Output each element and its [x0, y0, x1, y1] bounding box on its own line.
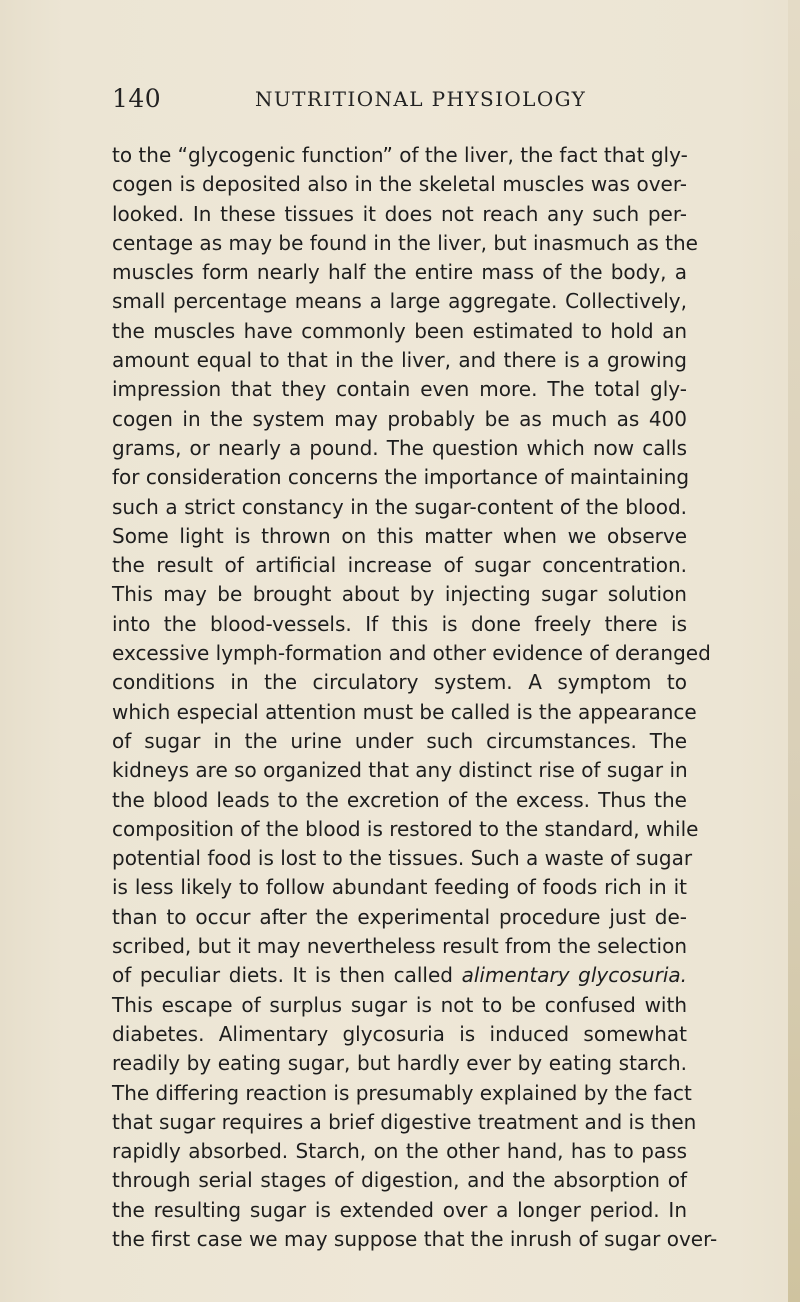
text-line: impression that they contain even more. The total gly- [112, 377, 687, 402]
text-line: than to occur after the experimental procedure just de- [112, 904, 687, 929]
text-line: the muscles have commonly been estimated to hold an [112, 318, 687, 343]
text-line: The differing reaction is presumably explained by the fact [112, 1080, 692, 1105]
page-number: 140 [112, 84, 162, 113]
text-line: centage as may be found in the liver, but inasmuch as the [112, 230, 698, 255]
text-line: amount equal to that in the liver, and there is a growing [112, 348, 687, 373]
page-header [112, 84, 712, 120]
text-line: composition of the blood is restored to the standard, while [112, 816, 699, 841]
page-edge-discoloration [788, 0, 800, 1302]
text-line: through serial stages of digestion, and the absorption of [112, 1168, 687, 1193]
text-line: kidneys are so organized that any distinct rise of sugar in [112, 758, 688, 783]
italic-term: alimentary glycosuria. [461, 963, 687, 988]
text-line: muscles form nearly half the entire mass of the body, a [112, 260, 687, 285]
text-line: is less likely to follow abundant feeding of foods rich in it [112, 875, 687, 900]
text-line: This escape of surplus sugar is not to be confused with [112, 992, 687, 1017]
text-line: small percentage means a large aggregate. Collectively, [112, 289, 687, 314]
text-line: to the “glycogenic function” of the liver, the fact that gly- [112, 143, 688, 167]
text-line: readily by eating sugar, but hardly ever by eating starch. [112, 1051, 687, 1076]
text-line: Some light is thrown on this matter when we observe [112, 523, 687, 548]
text-segment: of peculiar diets. It is then called [112, 963, 462, 988]
body-paragraph [112, 141, 718, 1254]
text-line-with-italic [112, 961, 687, 990]
text-line: the blood leads to the excretion of the excess. Thus the [112, 787, 687, 812]
text-line: rapidly absorbed. Starch, on the other hand, has to pass [112, 1139, 687, 1164]
text-line: the result of artificial increase of sugar concentration. [112, 553, 687, 578]
text-line: cogen in the system may probably be as much as 400 [112, 406, 687, 431]
text-line: into the blood-vessels. If this is done freely there is [112, 611, 687, 636]
text-line: of sugar in the urine under such circumstances. The [112, 728, 687, 753]
text-line: conditions in the circulatory system. A symptom to [112, 670, 687, 695]
text-line: the first case we may suppose that the inrush of sugar over- [112, 1226, 718, 1251]
text-line: which especial attention must be called is the appearance [112, 699, 697, 724]
text-line: for consideration concerns the importance of maintaining [112, 465, 690, 490]
text-line: grams, or nearly a pound. The question which now calls [112, 435, 687, 460]
text-line: looked. In these tissues it does not reach any such per- [112, 201, 687, 226]
text-line: This may be brought about by injecting sugar solution [112, 582, 687, 607]
text-line: scribed, but it may nevertheless result from the selection [112, 934, 687, 959]
text-line: the resulting sugar is extended over a longer period. In [112, 1197, 687, 1222]
text-line: excessive lymph-formation and other evidence of deranged [112, 641, 711, 666]
text-line: that sugar requires a brief digestive treatment and is then [112, 1109, 697, 1134]
text-line: potential food is lost to the tissues. Such a waste of sugar [112, 846, 693, 871]
running-head: NUTRITIONAL PHYSIOLOGY [255, 87, 587, 111]
text-line: cogen is deposited also in the skeletal muscles was over- [112, 172, 687, 197]
text-line: diabetes. Alimentary glycosuria is induced somewhat [112, 1021, 687, 1046]
text-line: such a strict constancy in the sugar-content of the blood. [112, 494, 687, 519]
